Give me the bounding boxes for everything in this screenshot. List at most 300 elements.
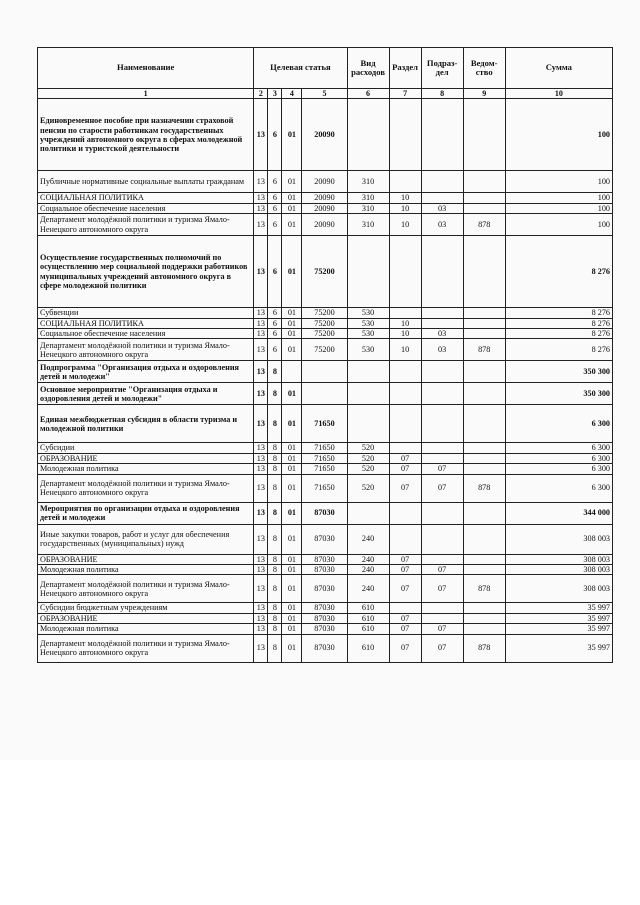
cell-ved xyxy=(463,308,505,318)
cell-name: Субсидии xyxy=(38,443,254,453)
cell-razdel xyxy=(389,99,421,171)
table-row xyxy=(38,603,613,613)
cell-vid: 240 xyxy=(347,554,389,564)
cell-razdel: 10 xyxy=(389,318,421,328)
cell-c2: 8 xyxy=(268,464,282,474)
cell-c4: 87030 xyxy=(302,575,347,603)
cell-c2: 8 xyxy=(268,554,282,564)
cell-c3: 01 xyxy=(282,474,302,502)
cell-razdel: 10 xyxy=(389,203,421,213)
cell-c1: 13 xyxy=(254,443,268,453)
cell-vid: 240 xyxy=(347,524,389,554)
table-row xyxy=(38,474,613,502)
cell-c1: 13 xyxy=(254,474,268,502)
cell-podrazdel: 03 xyxy=(421,214,463,236)
cell-podrazdel: 07 xyxy=(421,474,463,502)
header-vid: Вид расходов xyxy=(347,48,389,89)
cell-c3: 01 xyxy=(282,453,302,463)
cell-sum: 344 000 xyxy=(505,502,612,524)
cell-podrazdel: 07 xyxy=(421,565,463,575)
cell-c4: 20090 xyxy=(302,99,347,171)
table-row xyxy=(38,613,613,623)
cell-sum: 350 300 xyxy=(505,361,612,383)
cell-c3: 01 xyxy=(282,203,302,213)
cell-c3: 01 xyxy=(282,99,302,171)
table-row xyxy=(38,318,613,328)
table-row xyxy=(38,524,613,554)
cell-sum: 100 xyxy=(505,193,612,203)
cell-vid xyxy=(347,99,389,171)
cell-sum: 8 276 xyxy=(505,308,612,318)
column-number: 3 xyxy=(268,89,282,99)
cell-podrazdel xyxy=(421,443,463,453)
cell-razdel xyxy=(389,443,421,453)
cell-c1: 13 xyxy=(254,339,268,361)
cell-c2: 6 xyxy=(268,318,282,328)
cell-c4: 20090 xyxy=(302,193,347,203)
cell-c2: 6 xyxy=(268,193,282,203)
cell-sum: 6 300 xyxy=(505,464,612,474)
table-row xyxy=(38,624,613,634)
cell-c3: 01 xyxy=(282,383,302,405)
cell-podrazdel: 07 xyxy=(421,575,463,603)
cell-razdel: 07 xyxy=(389,613,421,623)
column-number: 4 xyxy=(282,89,302,99)
column-number: 8 xyxy=(421,89,463,99)
cell-podrazdel xyxy=(421,383,463,405)
cell-vid: 240 xyxy=(347,565,389,575)
cell-name: Молодежная политика xyxy=(38,464,254,474)
cell-c2: 8 xyxy=(268,634,282,662)
cell-name: ОБРАЗОВАНИЕ xyxy=(38,453,254,463)
table-row xyxy=(38,339,613,361)
cell-sum: 8 276 xyxy=(505,339,612,361)
cell-c1: 13 xyxy=(254,634,268,662)
table-row xyxy=(38,329,613,339)
cell-ved: 878 xyxy=(463,339,505,361)
cell-name: Подпрограмма "Организация отдыха и оздоровления детей и молодежи" xyxy=(38,361,254,383)
cell-c3: 01 xyxy=(282,329,302,339)
cell-ved: 878 xyxy=(463,214,505,236)
cell-c2: 8 xyxy=(268,624,282,634)
cell-c1: 13 xyxy=(254,329,268,339)
cell-name: Департамент молодёжной политики и туризма Ямало-Ненецкого автономного округа xyxy=(38,474,254,502)
cell-sum: 35 997 xyxy=(505,613,612,623)
cell-razdel xyxy=(389,171,421,193)
cell-ved: 878 xyxy=(463,634,505,662)
cell-podrazdel xyxy=(421,361,463,383)
cell-c1: 13 xyxy=(254,524,268,554)
cell-c2: 6 xyxy=(268,203,282,213)
cell-c2: 8 xyxy=(268,361,282,383)
cell-c2: 8 xyxy=(268,603,282,613)
cell-podrazdel: 03 xyxy=(421,203,463,213)
cell-c2: 6 xyxy=(268,308,282,318)
cell-sum: 6 300 xyxy=(505,405,612,443)
cell-name: Осуществление государственных полномочий по осуществлению мер социальной поддержки работников муниципальных учреждений автономного округа в сфере молодежной политики xyxy=(38,236,254,308)
cell-c2: 8 xyxy=(268,453,282,463)
cell-razdel: 10 xyxy=(389,339,421,361)
cell-vid xyxy=(347,236,389,308)
cell-podrazdel xyxy=(421,524,463,554)
cell-ved: 878 xyxy=(463,575,505,603)
cell-vid: 610 xyxy=(347,613,389,623)
cell-c4: 71650 xyxy=(302,405,347,443)
cell-razdel: 07 xyxy=(389,575,421,603)
cell-sum: 35 997 xyxy=(505,624,612,634)
header-vedomstvo: Ведом-ство xyxy=(463,48,505,89)
cell-c2: 6 xyxy=(268,214,282,236)
cell-sum: 308 003 xyxy=(505,524,612,554)
cell-c1: 13 xyxy=(254,193,268,203)
cell-name: СОЦИАЛЬНАЯ ПОЛИТИКА xyxy=(38,318,254,328)
cell-sum: 35 997 xyxy=(505,603,612,613)
cell-razdel: 10 xyxy=(389,214,421,236)
cell-razdel xyxy=(389,236,421,308)
cell-c3: 01 xyxy=(282,318,302,328)
cell-ved xyxy=(463,99,505,171)
cell-razdel: 10 xyxy=(389,193,421,203)
cell-sum: 308 003 xyxy=(505,575,612,603)
cell-name: СОЦИАЛЬНАЯ ПОЛИТИКА xyxy=(38,193,254,203)
cell-c1: 13 xyxy=(254,453,268,463)
cell-c1: 13 xyxy=(254,502,268,524)
cell-sum: 100 xyxy=(505,203,612,213)
cell-c3: 01 xyxy=(282,339,302,361)
cell-razdel xyxy=(389,308,421,318)
cell-c3: 01 xyxy=(282,624,302,634)
cell-c4: 87030 xyxy=(302,565,347,575)
cell-razdel: 10 xyxy=(389,329,421,339)
cell-podrazdel: 07 xyxy=(421,464,463,474)
cell-name: Социальное обеспечение населения xyxy=(38,203,254,213)
cell-name: Публичные нормативные социальные выплаты гражданам xyxy=(38,171,254,193)
cell-razdel: 07 xyxy=(389,624,421,634)
page-bottom-margin xyxy=(0,760,640,905)
cell-ved xyxy=(463,502,505,524)
cell-podrazdel xyxy=(421,236,463,308)
cell-razdel xyxy=(389,603,421,613)
header-target: Целевая статья xyxy=(254,48,347,89)
cell-ved xyxy=(463,318,505,328)
cell-c2: 6 xyxy=(268,339,282,361)
header-summa: Сумма xyxy=(505,48,612,89)
cell-c4: 87030 xyxy=(302,502,347,524)
cell-ved xyxy=(463,624,505,634)
cell-c1: 13 xyxy=(254,624,268,634)
cell-c3: 01 xyxy=(282,613,302,623)
cell-c1: 13 xyxy=(254,203,268,213)
column-number-row xyxy=(38,89,613,99)
cell-vid xyxy=(347,361,389,383)
cell-name: ОБРАЗОВАНИЕ xyxy=(38,613,254,623)
cell-c4: 75200 xyxy=(302,308,347,318)
cell-c4 xyxy=(302,361,347,383)
cell-c4: 87030 xyxy=(302,554,347,564)
cell-razdel: 07 xyxy=(389,474,421,502)
cell-name: Социальное обеспечение населения xyxy=(38,329,254,339)
cell-name: Основное мероприятие "Организация отдыха и оздоровления детей и молодежи" xyxy=(38,383,254,405)
cell-c4: 87030 xyxy=(302,524,347,554)
cell-name: Молодежная политика xyxy=(38,565,254,575)
cell-c1: 13 xyxy=(254,565,268,575)
cell-ved xyxy=(463,524,505,554)
cell-c2: 8 xyxy=(268,405,282,443)
cell-razdel: 07 xyxy=(389,453,421,463)
column-number: 2 xyxy=(254,89,268,99)
table-row xyxy=(38,565,613,575)
cell-podrazdel: 03 xyxy=(421,339,463,361)
cell-c3: 01 xyxy=(282,575,302,603)
cell-razdel xyxy=(389,361,421,383)
cell-sum: 35 997 xyxy=(505,634,612,662)
cell-vid: 520 xyxy=(347,453,389,463)
cell-sum: 6 300 xyxy=(505,453,612,463)
cell-vid xyxy=(347,383,389,405)
cell-c3: 01 xyxy=(282,193,302,203)
cell-podrazdel xyxy=(421,318,463,328)
cell-name: Мероприятия по организации отдыха и оздоровления детей и молодежи xyxy=(38,502,254,524)
cell-ved xyxy=(463,565,505,575)
cell-vid xyxy=(347,405,389,443)
cell-vid: 240 xyxy=(347,575,389,603)
column-number: 1 xyxy=(38,89,254,99)
cell-sum: 350 300 xyxy=(505,383,612,405)
cell-c3: 01 xyxy=(282,565,302,575)
cell-c3: 01 xyxy=(282,502,302,524)
cell-c3: 01 xyxy=(282,554,302,564)
cell-c1: 13 xyxy=(254,405,268,443)
cell-podrazdel xyxy=(421,613,463,623)
cell-c1: 13 xyxy=(254,99,268,171)
cell-razdel xyxy=(389,405,421,443)
cell-c4: 71650 xyxy=(302,464,347,474)
cell-sum: 100 xyxy=(505,214,612,236)
cell-name: Единая межбюджетная субсидия в области туризма и молодежной политики xyxy=(38,405,254,443)
cell-c2: 8 xyxy=(268,575,282,603)
cell-name: Иные закупки товаров, работ и услуг для обеспечения государственных (муниципальных) нужд xyxy=(38,524,254,554)
cell-podrazdel xyxy=(421,405,463,443)
cell-vid: 530 xyxy=(347,329,389,339)
table-row xyxy=(38,443,613,453)
cell-vid: 530 xyxy=(347,318,389,328)
cell-vid xyxy=(347,502,389,524)
header-row xyxy=(38,48,613,89)
cell-c3: 01 xyxy=(282,405,302,443)
cell-ved xyxy=(463,236,505,308)
cell-c3: 01 xyxy=(282,603,302,613)
cell-vid: 520 xyxy=(347,464,389,474)
cell-c2: 6 xyxy=(268,329,282,339)
column-number: 10 xyxy=(505,89,612,99)
cell-podrazdel: 07 xyxy=(421,634,463,662)
column-number: 9 xyxy=(463,89,505,99)
table-row xyxy=(38,308,613,318)
column-number: 7 xyxy=(389,89,421,99)
cell-sum: 6 300 xyxy=(505,443,612,453)
cell-ved xyxy=(463,361,505,383)
cell-ved xyxy=(463,203,505,213)
cell-ved xyxy=(463,453,505,463)
table-row xyxy=(38,502,613,524)
cell-c1: 13 xyxy=(254,318,268,328)
cell-podrazdel xyxy=(421,193,463,203)
cell-razdel xyxy=(389,502,421,524)
cell-podrazdel: 07 xyxy=(421,624,463,634)
header-razdel: Раздел xyxy=(389,48,421,89)
cell-c3: 01 xyxy=(282,171,302,193)
cell-c3: 01 xyxy=(282,236,302,308)
cell-ved xyxy=(463,329,505,339)
cell-podrazdel xyxy=(421,171,463,193)
cell-name: Субсидии бюджетным учреждениям xyxy=(38,603,254,613)
cell-name: Департамент молодёжной политики и туризма Ямало-Ненецкого автономного округа xyxy=(38,575,254,603)
cell-ved xyxy=(463,383,505,405)
cell-sum: 100 xyxy=(505,171,612,193)
cell-c2: 8 xyxy=(268,613,282,623)
table-row xyxy=(38,236,613,308)
cell-vid: 610 xyxy=(347,603,389,613)
cell-ved xyxy=(463,464,505,474)
cell-ved xyxy=(463,171,505,193)
cell-c4: 75200 xyxy=(302,318,347,328)
cell-razdel xyxy=(389,524,421,554)
cell-c3: 01 xyxy=(282,308,302,318)
table-row xyxy=(38,171,613,193)
cell-razdel: 07 xyxy=(389,554,421,564)
cell-vid: 310 xyxy=(347,193,389,203)
cell-vid: 520 xyxy=(347,474,389,502)
cell-c3 xyxy=(282,361,302,383)
cell-name: Субвенции xyxy=(38,308,254,318)
cell-c3: 01 xyxy=(282,464,302,474)
cell-podrazdel xyxy=(421,502,463,524)
table-row xyxy=(38,453,613,463)
cell-c2: 8 xyxy=(268,524,282,554)
cell-name: ОБРАЗОВАНИЕ xyxy=(38,554,254,564)
table-row xyxy=(38,99,613,171)
cell-c1: 13 xyxy=(254,603,268,613)
table-row xyxy=(38,405,613,443)
cell-c4: 75200 xyxy=(302,236,347,308)
cell-c4: 71650 xyxy=(302,453,347,463)
table-row xyxy=(38,464,613,474)
cell-c2: 6 xyxy=(268,236,282,308)
cell-vid: 530 xyxy=(347,308,389,318)
cell-podrazdel xyxy=(421,99,463,171)
cell-c4: 87030 xyxy=(302,613,347,623)
cell-razdel: 07 xyxy=(389,464,421,474)
cell-c2: 6 xyxy=(268,171,282,193)
cell-c3: 01 xyxy=(282,524,302,554)
cell-c1: 13 xyxy=(254,383,268,405)
cell-c1: 13 xyxy=(254,613,268,623)
cell-podrazdel xyxy=(421,453,463,463)
cell-c1: 13 xyxy=(254,308,268,318)
cell-name: Департамент молодёжной политики и туризма Ямало-Ненецкого автономного округа xyxy=(38,339,254,361)
table-row xyxy=(38,634,613,662)
cell-sum: 8 276 xyxy=(505,329,612,339)
cell-podrazdel xyxy=(421,554,463,564)
table-row xyxy=(38,554,613,564)
cell-c2: 8 xyxy=(268,474,282,502)
cell-ved xyxy=(463,405,505,443)
cell-c3: 01 xyxy=(282,634,302,662)
column-number: 5 xyxy=(302,89,347,99)
cell-c2: 8 xyxy=(268,383,282,405)
cell-ved xyxy=(463,613,505,623)
cell-podrazdel: 03 xyxy=(421,329,463,339)
cell-ved xyxy=(463,554,505,564)
cell-name: Молодежная политика xyxy=(38,624,254,634)
table-row xyxy=(38,383,613,405)
column-number: 6 xyxy=(347,89,389,99)
cell-c3: 01 xyxy=(282,443,302,453)
cell-c3: 01 xyxy=(282,214,302,236)
table-row xyxy=(38,575,613,603)
cell-razdel: 07 xyxy=(389,634,421,662)
cell-name: Департамент молодёжной политики и туризма Ямало-Ненецкого автономного округа xyxy=(38,214,254,236)
cell-c2: 8 xyxy=(268,443,282,453)
cell-vid: 310 xyxy=(347,171,389,193)
cell-c2: 8 xyxy=(268,502,282,524)
cell-c1: 13 xyxy=(254,361,268,383)
cell-vid: 530 xyxy=(347,339,389,361)
cell-c4: 87030 xyxy=(302,634,347,662)
cell-ved xyxy=(463,603,505,613)
table-row xyxy=(38,361,613,383)
header-podrazdel: Подраз-дел xyxy=(421,48,463,89)
cell-sum: 100 xyxy=(505,99,612,171)
cell-sum: 308 003 xyxy=(505,554,612,564)
cell-razdel: 07 xyxy=(389,565,421,575)
cell-c1: 13 xyxy=(254,464,268,474)
cell-ved: 878 xyxy=(463,474,505,502)
cell-podrazdel xyxy=(421,308,463,318)
cell-c2: 8 xyxy=(268,565,282,575)
table-row xyxy=(38,214,613,236)
cell-sum: 8 276 xyxy=(505,318,612,328)
cell-c1: 13 xyxy=(254,236,268,308)
cell-vid: 520 xyxy=(347,443,389,453)
cell-c4: 71650 xyxy=(302,443,347,453)
cell-name: Департамент молодёжной политики и туризма Ямало-Ненецкого автономного округа xyxy=(38,634,254,662)
cell-c4: 87030 xyxy=(302,624,347,634)
cell-c4: 75200 xyxy=(302,339,347,361)
cell-c1: 13 xyxy=(254,214,268,236)
cell-razdel xyxy=(389,383,421,405)
cell-vid: 610 xyxy=(347,624,389,634)
cell-vid: 610 xyxy=(347,634,389,662)
cell-c1: 13 xyxy=(254,554,268,564)
cell-name: Единовременное пособие при назначении страховой пенсии по старости работникам государственных учреждений автономного округа в сферах молодежной политики и туристской деятельности xyxy=(38,99,254,171)
cell-ved xyxy=(463,193,505,203)
cell-c4: 20090 xyxy=(302,214,347,236)
cell-sum: 8 276 xyxy=(505,236,612,308)
cell-c2: 6 xyxy=(268,99,282,171)
cell-sum: 6 300 xyxy=(505,474,612,502)
cell-ved xyxy=(463,443,505,453)
budget-table xyxy=(37,47,613,663)
cell-sum: 308 003 xyxy=(505,565,612,575)
cell-c4: 87030 xyxy=(302,603,347,613)
cell-c1: 13 xyxy=(254,171,268,193)
cell-c4: 20090 xyxy=(302,203,347,213)
cell-podrazdel xyxy=(421,603,463,613)
header-name: Наименование xyxy=(38,48,254,89)
cell-c1: 13 xyxy=(254,575,268,603)
table-row xyxy=(38,203,613,213)
